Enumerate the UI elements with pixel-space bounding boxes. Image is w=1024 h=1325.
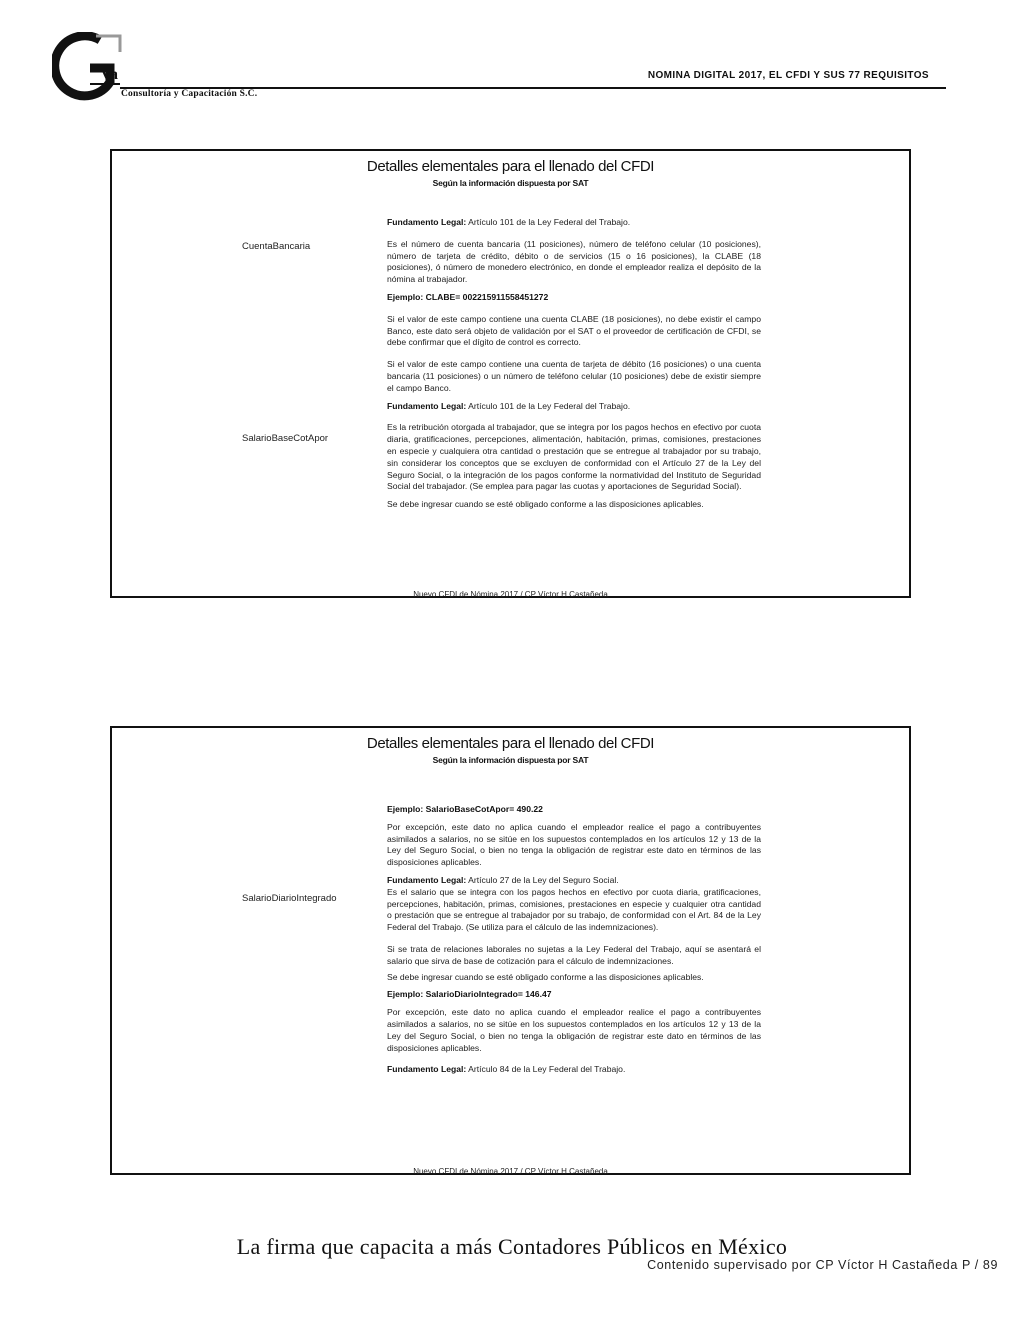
field-description: Es el salario que se integra con los pagos hechos en efectivo por cuota diaria, gratificaciones, percepciones, habitación, primas, comisiones, prestaciones en especie y cualquier otra cantidad o prestación que se entregue al trabajador por su trabajo, de conformidad con el Art. 84 de la Ley Federal del Trabajo. (Se utiliza para el cálculo de las indemnizaciones). [387, 886, 761, 933]
header-divider [120, 87, 946, 89]
page-credit: Contenido supervisado por CP Víctor H Castañeda P / 89 [647, 1258, 998, 1272]
slide-title: Detalles elementales para el llenado del CFDI [366, 735, 655, 752]
slide-salario-diario-integrado [110, 726, 911, 1175]
slide-title: Detalles elementales para el llenado del CFDI [366, 158, 655, 175]
document-title: NOMINA DIGITAL 2017, EL CFDI Y SUS 77 REQUISITOS [647, 70, 929, 81]
example: Ejemplo: SalarioDiarioIntegrado= 146.47 [387, 989, 552, 1000]
slide-footer: Nuevo CFDI de Nómina 2017 / CP Víctor H Castañeda [413, 590, 608, 599]
slide-content [387, 804, 761, 1082]
page-tagline: La firma que capacita a más Contadores Públicos en México [236, 1234, 788, 1259]
field-name-cuenta-bancaria: CuentaBancaria [242, 241, 311, 252]
requirement-note: Se debe ingresar cuando se esté obligado conforme a las disposiciones aplicables. [387, 499, 704, 510]
validation-note: Si el valor de este campo contiene una cuenta de tarjeta de débito (16 posiciones) o una cuenta bancaria (11 posiciones) o un número de teléfono celular (10 posiciones) debe de existir siempre el campo Banco. [387, 359, 761, 393]
legal-basis: Fundamento Legal: Artículo 27 de la Ley del Seguro Social. [387, 874, 619, 885]
example: Ejemplo: SalarioBaseCotApor= 490.22 [387, 804, 543, 814]
legal-basis: Fundamento Legal: Artículo 101 de la Ley Federal del Trabajo. [387, 217, 631, 227]
non-lft-note: Si se trata de relaciones laborales no sujetas a la Ley Federal del Trabajo, aquí se asentará el salario que sirva de base de cotización para el cálculo de indemnizaciones. [387, 943, 761, 966]
slide-cuenta-bancaria [110, 149, 911, 598]
slide-footer: Nuevo CFDI de Nómina 2017 / CP Víctor H Castañeda [413, 1167, 608, 1176]
exception-note: Por excepción, este dato no aplica cuando el empleador realice el pago a contribuyentes asimilados a salarios, no se sitúe en los supuestos contemplados en los artículos 12 y 13 de la Ley del Seguro Social, o bien no tenga la obligación de registrar este dato en términos de las disposiciones aplicables. [387, 821, 761, 868]
example: Ejemplo: CLABE= 002215911558451272 [387, 291, 549, 302]
field-description: Es el número de cuenta bancaria (11 posiciones), número de teléfono celular (10 posiciones), número de tarjeta de crédito, débito o de servicios (15 o 16 posiciones), la CLABE (18 posiciones), ó número de monedero electrónico, en donde el empleador realiza el depósito de la nómina al trabajador. [387, 238, 761, 285]
exception-note: Por excepción, este dato no aplica cuando el empleador realice el pago a contribuyentes asimilados a salarios, no se sitúe en los supuestos contemplados en los artículos 12 y 13 de la Ley del Seguro Social, o bien no tenga la obligación de registrar este dato en términos de las disposiciones aplicables. [387, 1007, 761, 1053]
slide-subtitle: Según la información dispuesta por SAT [432, 178, 589, 188]
field-name-salario-base-cot-apor: SalarioBaseCotApor [242, 433, 329, 444]
field-name-salario-diario-integrado: SalarioDiarioIntegrado [242, 893, 337, 904]
slide-subtitle: Según la información dispuesta por SAT [432, 755, 589, 765]
legal-basis: Fundamento Legal: Artículo 84 de la Ley Federal del Trabajo. [387, 1064, 626, 1075]
validation-note: Si el valor de este campo contiene una cuenta CLABE (18 posiciones), no debe existir el campo Banco, este dato será objeto de validación por el SAT o el proveedor de certificación de CFDI, se debe confirmar que el dígito de control es correcto. [387, 313, 761, 348]
logo-letters: va [102, 66, 118, 83]
field-description: Es la retribución otorgada al trabajador, que se integra por los pagos hechos en efectivo por cuota diaria, gratificaciones, percepciones, alimentación, habitación, primas, comisiones, prestaciones en especie y cualquiera otra cantidad o prestación que se entregue al trabajador por su trabajo, sin considerar los conceptos que se excluyen de conformidad con el Artículo 27 de la Ley del Seguro Social, o la integración de los pagos conforme la normatividad del Instituto de Seguridad Social del trabajador. (Se emplea para pagar las cuotas y aportaciones de Seguridad Social). [387, 422, 761, 492]
requirement-note: Se debe ingresar cuando se esté obligado conforme a las disposiciones aplicables. [387, 971, 704, 982]
slide-content [387, 217, 761, 517]
legal-basis: Fundamento Legal: Artículo 101 de la Ley Federal del Trabajo. [387, 400, 631, 411]
logo-subtitle: Consultoría y Capacitación S.C. [121, 89, 258, 99]
